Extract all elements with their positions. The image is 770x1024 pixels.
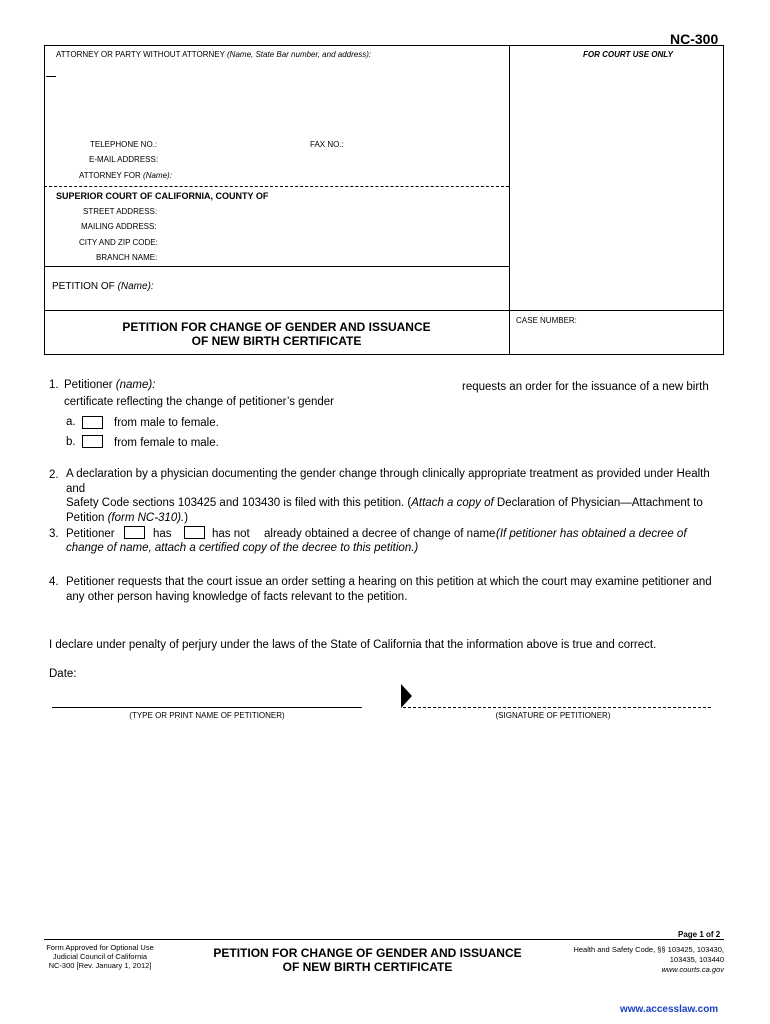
accesslaw-link[interactable] [620, 1004, 718, 1015]
fax-label: FAX NO.: [310, 140, 344, 149]
item-3-italic1: (If petitioner has obtained a decree of [496, 528, 687, 540]
declaration-text: I declare under penalty of perjury under the laws of the State of California that the information above is true and correct. [49, 639, 657, 651]
approval-block: Form Approved for Optional Use Judicial Council of California NC-300 [Rev. January 1, 2012] [46, 943, 154, 970]
street-label: STREET ADDRESS: [83, 207, 158, 216]
court-divider [44, 266, 509, 267]
item-1-number: 1. [49, 379, 59, 391]
item-2-text: A declaration by a physician documenting the gender change through clinically appropriate treatment as provided under Health and Safety Code sections 103425 and 103430 is filed with this petition. (Attach a copy of Declaration of Physician—Attachment to Petition (form NC-310).) [66, 468, 710, 524]
item-3-number: 3. [49, 528, 59, 540]
item-3-rest: already obtained a decree of change of name. [264, 528, 499, 540]
branch-label: BRANCH NAME: [96, 253, 158, 262]
item-1a-label: a. [66, 416, 76, 428]
item-1-line2: certificate reflecting the change of petitioner’s gender [64, 396, 334, 408]
date-label: Date: [49, 668, 77, 680]
has-not-checkbox[interactable] [184, 526, 205, 539]
code-citation: Health and Safety Code, §§ 103425, 103430, 103435, 103440 www.courts.ca.gov [573, 945, 724, 974]
attorney-for-label: ATTORNEY FOR (Name): [79, 171, 172, 180]
signature-arrow-icon [401, 684, 413, 708]
petition-of-label: PETITION OF (Name): [52, 281, 154, 292]
email-label: E-MAIL ADDRESS: [89, 155, 159, 164]
item-2-number: 2. [49, 469, 59, 481]
name-line[interactable] [52, 707, 362, 708]
attorney-mark [46, 76, 56, 77]
item-1a-text: from male to female. [114, 417, 219, 429]
item-3-has-not: has not [212, 528, 250, 540]
item-4-number: 4. [49, 576, 59, 588]
signature-caption: (SIGNATURE OF PETITIONER) [495, 711, 611, 720]
form-title: PETITION FOR CHANGE OF GENDER AND ISSUANCE OF NEW BIRTH CERTIFICATE [122, 320, 431, 348]
court-use-label: FOR COURT USE ONLY [583, 50, 673, 59]
male-to-female-checkbox[interactable] [82, 416, 103, 429]
has-checkbox[interactable] [124, 526, 145, 539]
case-number-label: CASE NUMBER: [516, 316, 577, 325]
item-1b-label: b. [66, 436, 76, 448]
female-to-male-checkbox[interactable] [82, 435, 103, 448]
petition-divider [44, 310, 724, 311]
item-4-text: Petitioner requests that the court issue an order setting a hearing on this petition at which the court may examine petitioner and any other person having knowledge of facts relevant to the petition. [66, 576, 712, 603]
form-id: NC-300 [670, 31, 719, 47]
signature-line[interactable] [403, 707, 711, 708]
mailing-label: MAILING ADDRESS: [81, 222, 157, 231]
page-number: Page 1 of 2 [678, 930, 721, 939]
accesslaw-link-text[interactable]: www.accesslaw.com [620, 1004, 719, 1015]
attorney-label: ATTORNEY OR PARTY WITHOUT ATTORNEY (Name, State Bar number, and address): [56, 50, 372, 59]
name-caption: (TYPE OR PRINT NAME OF PETITIONER) [129, 711, 285, 720]
footer-divider [44, 939, 724, 940]
item-3-italic2: change of name, attach a certified copy of the decree to this petition.) [66, 542, 419, 554]
court-title: SUPERIOR COURT OF CALIFORNIA, COUNTY OF [56, 191, 269, 201]
telephone-label: TELEPHONE NO.: [90, 140, 158, 149]
city-label: CITY AND ZIP CODE: [79, 238, 158, 247]
item-1-text: Petitioner (name): [64, 379, 156, 391]
item-1b-text: from female to male. [114, 437, 219, 449]
footer-title: PETITION FOR CHANGE OF GENDER AND ISSUANCE OF NEW BIRTH CERTIFICATE [213, 946, 522, 974]
attorney-divider [44, 186, 509, 187]
item-3-petitioner: Petitioner [66, 528, 115, 540]
item-3-has: has [153, 528, 172, 540]
court-use-divider [509, 45, 510, 355]
item-1-requests: requests an order for the issuance of a new birth [462, 381, 709, 393]
